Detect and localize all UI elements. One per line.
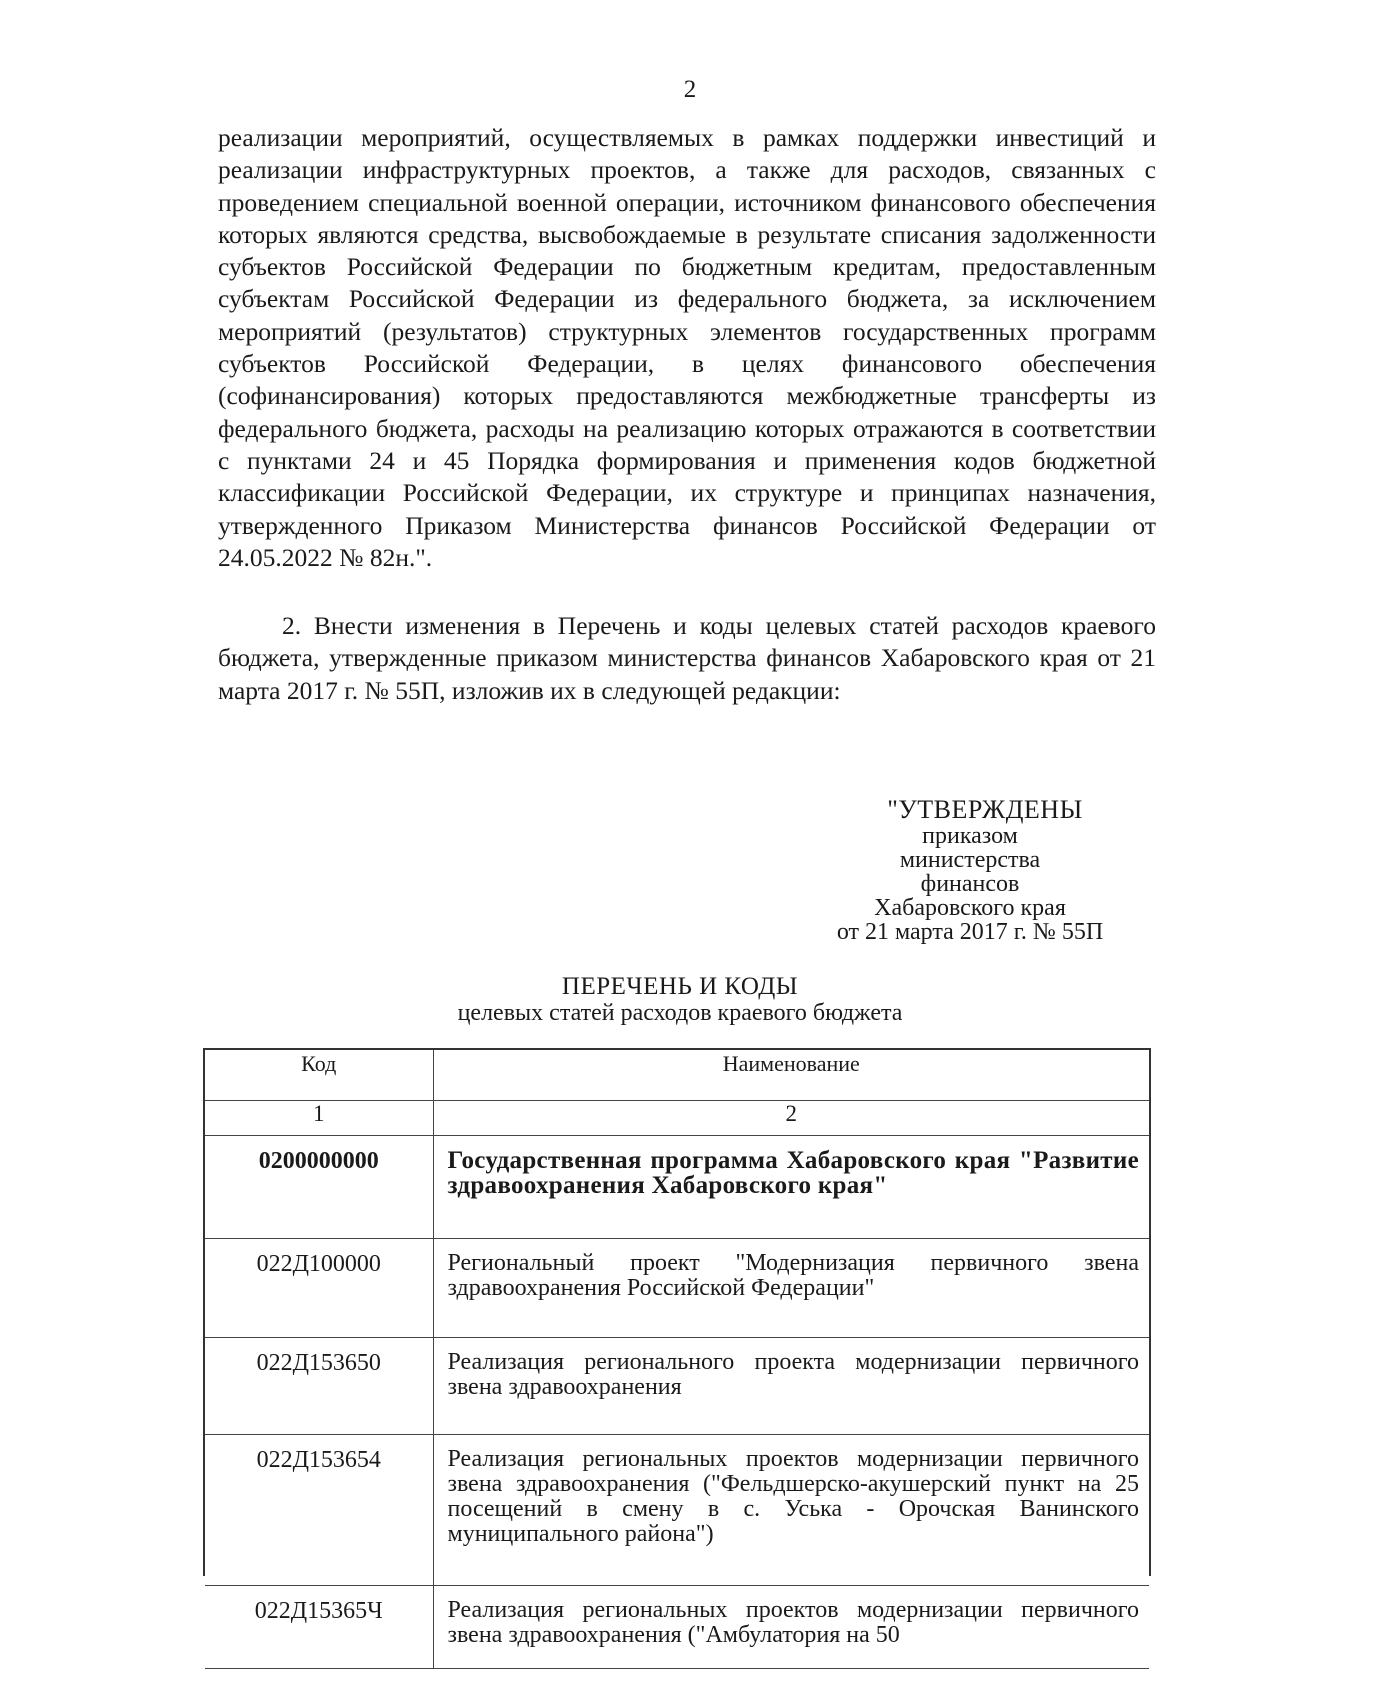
row-name: Реализация региональных проектов модернизации первичного звена здравоохранения ("Фельдшерско-акушерский пункт на 25 посещений в смену в с. Уська - Орочская Ванинского муниципального района"): [433, 1435, 1149, 1586]
approval-line: приказом: [922, 823, 1018, 849]
approval-line: финансов: [920, 871, 1020, 897]
column-number-2: 2: [433, 1101, 1149, 1136]
continuation-paragraph: реализации мероприятий, осуществляемых в рамках поддержки инвестиций и реализации инфраструктурных проектов, а также для расходов, связанных с проведением специальной военной операции, источником финансового обеспечения которых являются средства, высвобождаемые в результате списания задолженности субъектов Российской Федерации по бюджетным кредитам, предоставленным субъектам Российской Федерации из федерального бюджета, за исключением мероприятий (результатов) структурных элементов государственных программ субъектов Российской Федерации, в целях финансового обеспечения (софинансирования) которых предоставляются межбюджетные трансферты из федерального бюджета, расходы на реализацию которых отражаются в соответствии с пунктами 24 и 45 Порядка формирования и применения кодов бюджетной классификации Российской Федерации, их структуре и принципах назначения, утвержденного Приказом Министерства финансов Российской Федерации от 24.05.2022 № 82н.".: [218, 123, 1156, 572]
row-code: 022Д153650: [205, 1338, 433, 1435]
approval-date-line: от 21 марта 2017 г. № 55П: [836, 919, 1104, 945]
row-code: 022Д100000: [205, 1239, 433, 1338]
approval-block: [800, 796, 1140, 944]
header-code: Код: [205, 1050, 433, 1101]
column-number-1: 1: [205, 1101, 433, 1136]
header-name: Наименование: [433, 1050, 1149, 1101]
table-row: [205, 1136, 1149, 1239]
row-name: Реализация региональных проектов модернизации первичного звена здравоохранения ("Амбулатория на 50: [433, 1586, 1149, 1669]
row-code: 022Д153654: [205, 1435, 433, 1586]
row-name: Реализация регионального проекта модернизации первичного звена здравоохранения: [433, 1338, 1149, 1435]
table-row: [205, 1239, 1149, 1338]
row-name: Государственная программа Хабаровского края "Развитие здравоохранения Хабаровского края": [433, 1136, 1149, 1239]
approval-line: министерства: [899, 847, 1041, 873]
table-row: [205, 1435, 1149, 1586]
table-header-row: [205, 1050, 1149, 1101]
page-number: 2: [683, 76, 697, 103]
approval-line: Хабаровского края: [874, 895, 1066, 921]
approval-title: "УТВЕРЖДЕНЫ: [887, 795, 1083, 824]
codes-table: [205, 1050, 1149, 1669]
column-number-row: [205, 1101, 1149, 1136]
table-row: [205, 1586, 1149, 1669]
row-code: 0200000000: [205, 1136, 433, 1239]
row-code: 022Д15365Ч: [205, 1586, 433, 1669]
row-name: Региональный проект "Модернизация первичного звена здравоохранения Российской Федерации": [433, 1239, 1149, 1338]
codes-table-container: [203, 1048, 1151, 1648]
amendment-paragraph: 2. Внести изменения в Перечень и коды целевых статей расходов краевого бюджета, утвержденные приказом министерства финансов Хабаровского края от 21 марта 2017 г. № 55П, изложив их в следующей редакции:: [218, 611, 1156, 705]
list-title: ПЕРЕЧЕНЬ И КОДЫ: [561, 973, 799, 1000]
table-row: [205, 1338, 1149, 1435]
list-subtitle: целевых статей расходов краевого бюджета: [457, 1000, 903, 1026]
